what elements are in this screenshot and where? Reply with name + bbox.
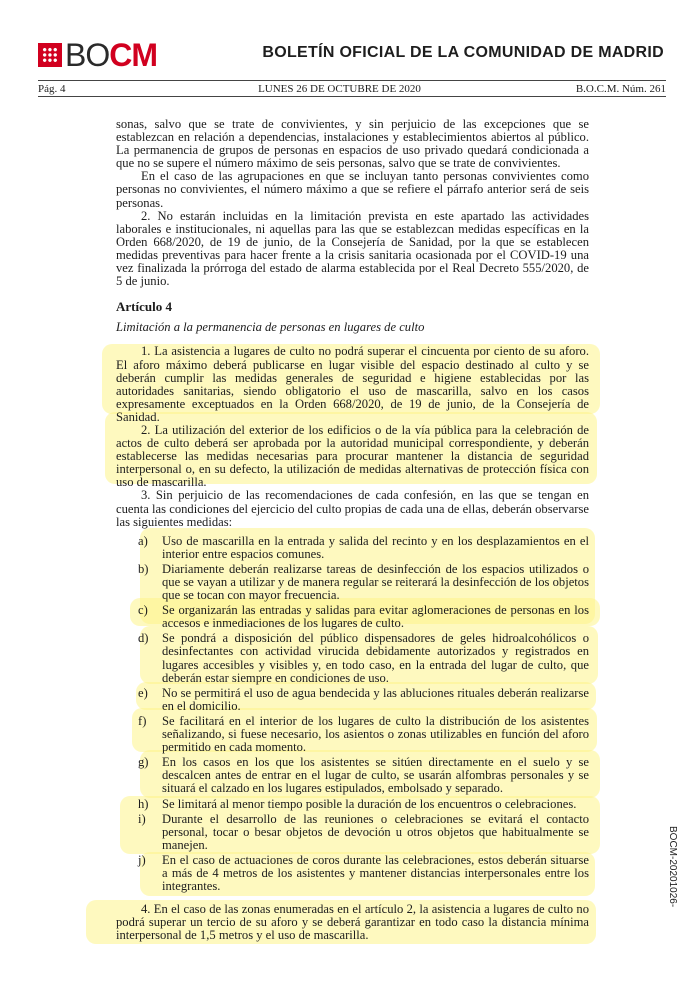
issue-date: LUNES 26 DE OCTUBRE DE 2020: [258, 83, 421, 95]
bocm-document-code: BOCM-20201026-: [667, 826, 678, 908]
list-item-text: Se pondrá a disposición del público dispensadores de geles hidroalcohólicos o desinfectantes con actividad virucida debidamente autorizados y registrados en lugares accesibles y visibles y, en todo caso, en la entrada del lugar de culto, que deberán estar siempre en condiciones de uso.: [162, 631, 589, 685]
list-item-label: d): [138, 631, 149, 646]
header-rule-bottom: [38, 96, 666, 97]
list-item-label: e): [138, 685, 148, 700]
bulletin-title: BOLETÍN OFICIAL DE LA COMUNIDAD DE MADRID: [262, 44, 664, 61]
bocm-logo: [38, 37, 157, 73]
article-title: Artículo 4: [116, 299, 172, 315]
list-item-label: h): [138, 796, 149, 811]
list-item: [138, 715, 589, 754]
intro-paragraph-3: 2. No estarán incluidas en la limitación prevista en este apartado las actividades laborales e institucionales, ni aquellas para las que se establezcan medidas específicas en la Orden 668/2020, de 19 de junio, de la Consejería de Sanidad, por la que se establecen medidas preventivas para hacer frente a la crisis sanitaria ocasionada por el COVID-19 una vez finalizada la prórroga del estado de alarma establecida por el Real Decreto 555/2020, de 5 de junio.: [116, 208, 589, 289]
list-item-text: Se facilitará en el interior de los lugares de culto la distribución de los asistentes señalizando, si fuese necesario, los asientos o zonas utilizables en función del aforo permitido en cada momento.: [162, 713, 589, 755]
list-item-text: En el caso de actuaciones de coros durante las celebraciones, estos deberán situarse a más de 4 metros de los asistentes y mantener distancias interpersonales entre los integrantes.: [162, 852, 589, 894]
article-paragraph-1: 1. La asistencia a lugares de culto no podrá superar el cincuenta por ciento de su aforo. El aforo máximo deberá publicarse en lugar visible del espacio destinado al culto y se deberán cumplir las medidas generales de seguridad e higiene establecidas por las autoridades sanitarias, siendo obligatorio el uso de mascarilla, salvo en los casos expresamente exceptuados en la Orden 668/2020, de 19 de junio, de la Consejería de Sanidad.: [116, 344, 589, 424]
list-item: [138, 813, 589, 852]
list-item-text: Se organizarán las entradas y salidas para evitar aglomeraciones de personas en los accesos e inmediaciones de los lugares de culto.: [162, 603, 589, 631]
list-item: [138, 798, 589, 811]
document-body: [116, 118, 589, 942]
intro-paragraph-2: En el caso de las agrupaciones en que se incluyan tanto personas convivientes como personas no convivientes, el número máximo a que se refiere el párrafo anterior será de seis personas.: [116, 169, 589, 210]
list-item: [138, 604, 589, 630]
list-item: [138, 687, 589, 713]
article-paragraph-2: 2. La utilización del exterior de los edificios o de la vía pública para la celebración de actos de culto deberá ser aprobada por la autoridad municipal correspondiente, y deberán establecerse las medidas necesarias para procurar mantener la distancia de seguridad interpersonal o, en su defecto, la utilización de medidas alternativas de protección física con uso de mascarilla.: [116, 422, 589, 490]
issue-number: B.O.C.M. Núm. 261: [575, 83, 666, 95]
list-item: [138, 563, 589, 602]
list-item-text: Durante el desarrollo de las reuniones o celebraciones se evitará el contacto personal, tocar o besar objetos de devoción u otros objetos que habitualmente se manejen.: [162, 811, 589, 852]
logo-text: BOCM: [65, 37, 157, 73]
list-item: [138, 756, 589, 795]
list-item-label: a): [138, 533, 148, 548]
intro-paragraph-1: sonas, salvo que se trate de convivientes, y sin perjuicio de las excepciones que se establezcan en relación a dependencias, instalaciones y establecimientos abiertos al público. La permanencia de grupos de personas en espacios de uso privado quedará condicionada a que no se supere el número máximo de seis personas, salvo que se trate de convivientes.: [116, 117, 589, 171]
madrid-flag-icon: [38, 43, 62, 67]
list-item-text: Diariamente deberán realizarse tareas de desinfección de los espacios utilizados o que se vayan a utilizar y de manera regular se reiterará la desinfección de los objetos que se tocan con mayor frecuencia.: [162, 561, 589, 603]
list-item-label: i): [138, 811, 146, 826]
list-item-text: Se limitará al menor tiempo posible la duración de los encuentros o celebraciones.: [162, 796, 577, 811]
list-item-label: b): [138, 561, 149, 576]
list-item: [138, 535, 589, 561]
list-item-text: No se permitirá el uso de agua bendecida y las abluciones rituales deberán realizarse en el domicilio.: [162, 685, 589, 713]
page-number: Pág. 4: [38, 83, 66, 95]
list-item-label: j): [138, 852, 146, 867]
list-item-text: Uso de mascarilla en la entrada y salida del recinto y en los desplazamientos en el interior entre espacios comunes.: [162, 533, 589, 561]
list-item-text: En los casos en los que los asistentes se sitúen directamente en el suelo y se descalcen antes de entrar en el lugar de culto, se usarán alfombras personales y se situará el calzado en los lugares estipulados, embolsado y separado.: [162, 755, 589, 796]
list-item: [138, 632, 589, 684]
list-item-label: g): [138, 755, 149, 770]
header-rule-top: [38, 80, 666, 81]
list-item-label: f): [138, 713, 147, 728]
article-paragraph-3: 3. Sin perjuicio de las recomendaciones de cada confesión, en las que se tengan en cuenta las condiciones del ejercicio del culto propias de cada una de ellas, deberán observarse las siguientes medidas:: [116, 488, 589, 529]
list-item: [138, 854, 589, 893]
article-subtitle: Limitación a la permanencia de personas en lugares de culto: [116, 320, 425, 335]
list-item-label: c): [138, 603, 148, 618]
article-paragraph-4: 4. En el caso de las zonas enumeradas en el artículo 2, la asistencia a lugares de culto no podrá superar un tercio de su aforo y se deberá garantizar en todo caso la distancia mínima interpersonal de 1,5 metros y el uso de mascarilla.: [116, 902, 589, 943]
